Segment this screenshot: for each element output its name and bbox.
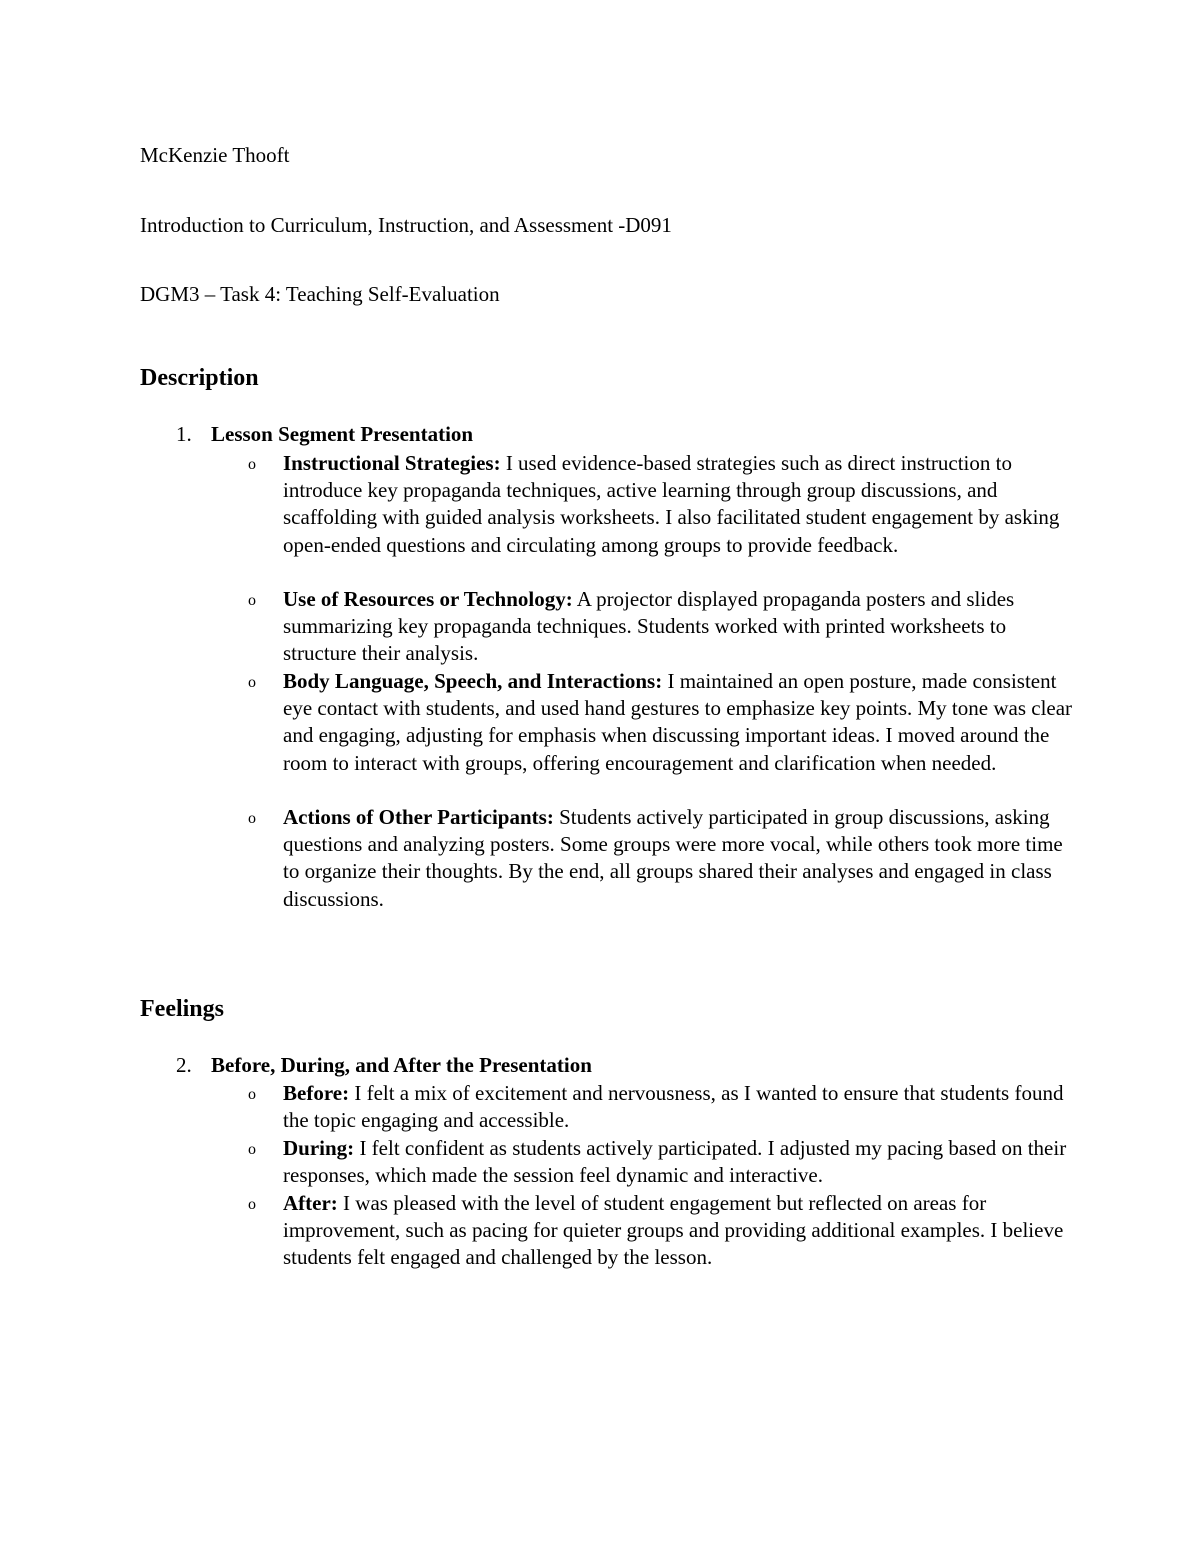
section-subtitle: Lesson Segment Presentation bbox=[211, 422, 474, 446]
item-label: Body Language, Speech, and Interactions: bbox=[283, 669, 663, 693]
list-item bbox=[283, 1080, 1083, 1134]
list-item bbox=[283, 804, 1083, 913]
list-item bbox=[283, 586, 1083, 668]
section-number: 1. bbox=[176, 422, 192, 446]
item-label: Use of Resources or Technology: bbox=[283, 587, 573, 611]
list-item bbox=[283, 1190, 1083, 1272]
course-title: Introduction to Curriculum, Instruction, and Assessment -D091 bbox=[140, 213, 672, 237]
item-text: I felt confident as students actively participated. I adjusted my pacing based on their responses, which made the session feel dynamic and interactive. bbox=[283, 1136, 1067, 1188]
item-text: Students actively participated in group discussions, asking questions and analyzing posters. Some groups were more vocal, while others took more time to organize their thoughts. By the end, all groups shared their analyses and engaged in class discussions. bbox=[283, 805, 1063, 911]
item-text: I felt a mix of excitement and nervousness, as I wanted to ensure that students found the topic engaging and accessible. bbox=[283, 1081, 1064, 1133]
item-text: A projector displayed propaganda posters and slides summarizing key propaganda techniques. Students worked with printed worksheets to structure their analysis. bbox=[283, 587, 1015, 666]
bullet-icon: o bbox=[248, 1196, 256, 1213]
bullet-icon: o bbox=[248, 456, 256, 473]
item-label: During: bbox=[283, 1136, 355, 1160]
task-title: DGM3 – Task 4: Teaching Self-Evaluation bbox=[140, 282, 500, 306]
section-heading-feelings: Feelings bbox=[140, 996, 224, 1022]
section-number: 2. bbox=[176, 1053, 192, 1077]
item-text: I was pleased with the level of student engagement but reflected on areas for improvement, such as pacing for quieter groups and providing additional examples. I believe students felt engaged and challenged by the lesson. bbox=[283, 1191, 1064, 1270]
item-label: Instructional Strategies: bbox=[283, 451, 501, 475]
item-label: Before: bbox=[283, 1081, 350, 1105]
list-item bbox=[283, 450, 1083, 559]
section-subtitle: Before, During, and After the Presentation bbox=[211, 1053, 592, 1077]
item-text: I used evidence-based strategies such as direct instruction to introduce key propaganda techniques, active learning through group discussions, and scaffolding with guided analysis worksheets. I also facilitated student engagement by asking open-ended questions and circulating among groups to provide feedback. bbox=[283, 451, 1060, 557]
author-name: McKenzie Thooft bbox=[140, 143, 290, 167]
bullet-icon: o bbox=[248, 674, 256, 691]
item-text: I maintained an open posture, made consistent eye contact with students, and used hand gestures to emphasize key points. My tone was clear and engaging, adjusting for emphasis when discussing important ideas. I moved around the room to interact with groups, offering encouragement and clarification when needed. bbox=[283, 669, 1073, 775]
bullet-icon: o bbox=[248, 1086, 256, 1103]
bullet-icon: o bbox=[248, 592, 256, 609]
item-label: Actions of Other Participants: bbox=[283, 805, 554, 829]
item-label: After: bbox=[283, 1191, 338, 1215]
section-heading-description: Description bbox=[140, 365, 259, 391]
bullet-icon: o bbox=[248, 1141, 256, 1158]
list-item bbox=[283, 1135, 1083, 1189]
list-item bbox=[283, 668, 1083, 777]
bullet-icon: o bbox=[248, 810, 256, 827]
